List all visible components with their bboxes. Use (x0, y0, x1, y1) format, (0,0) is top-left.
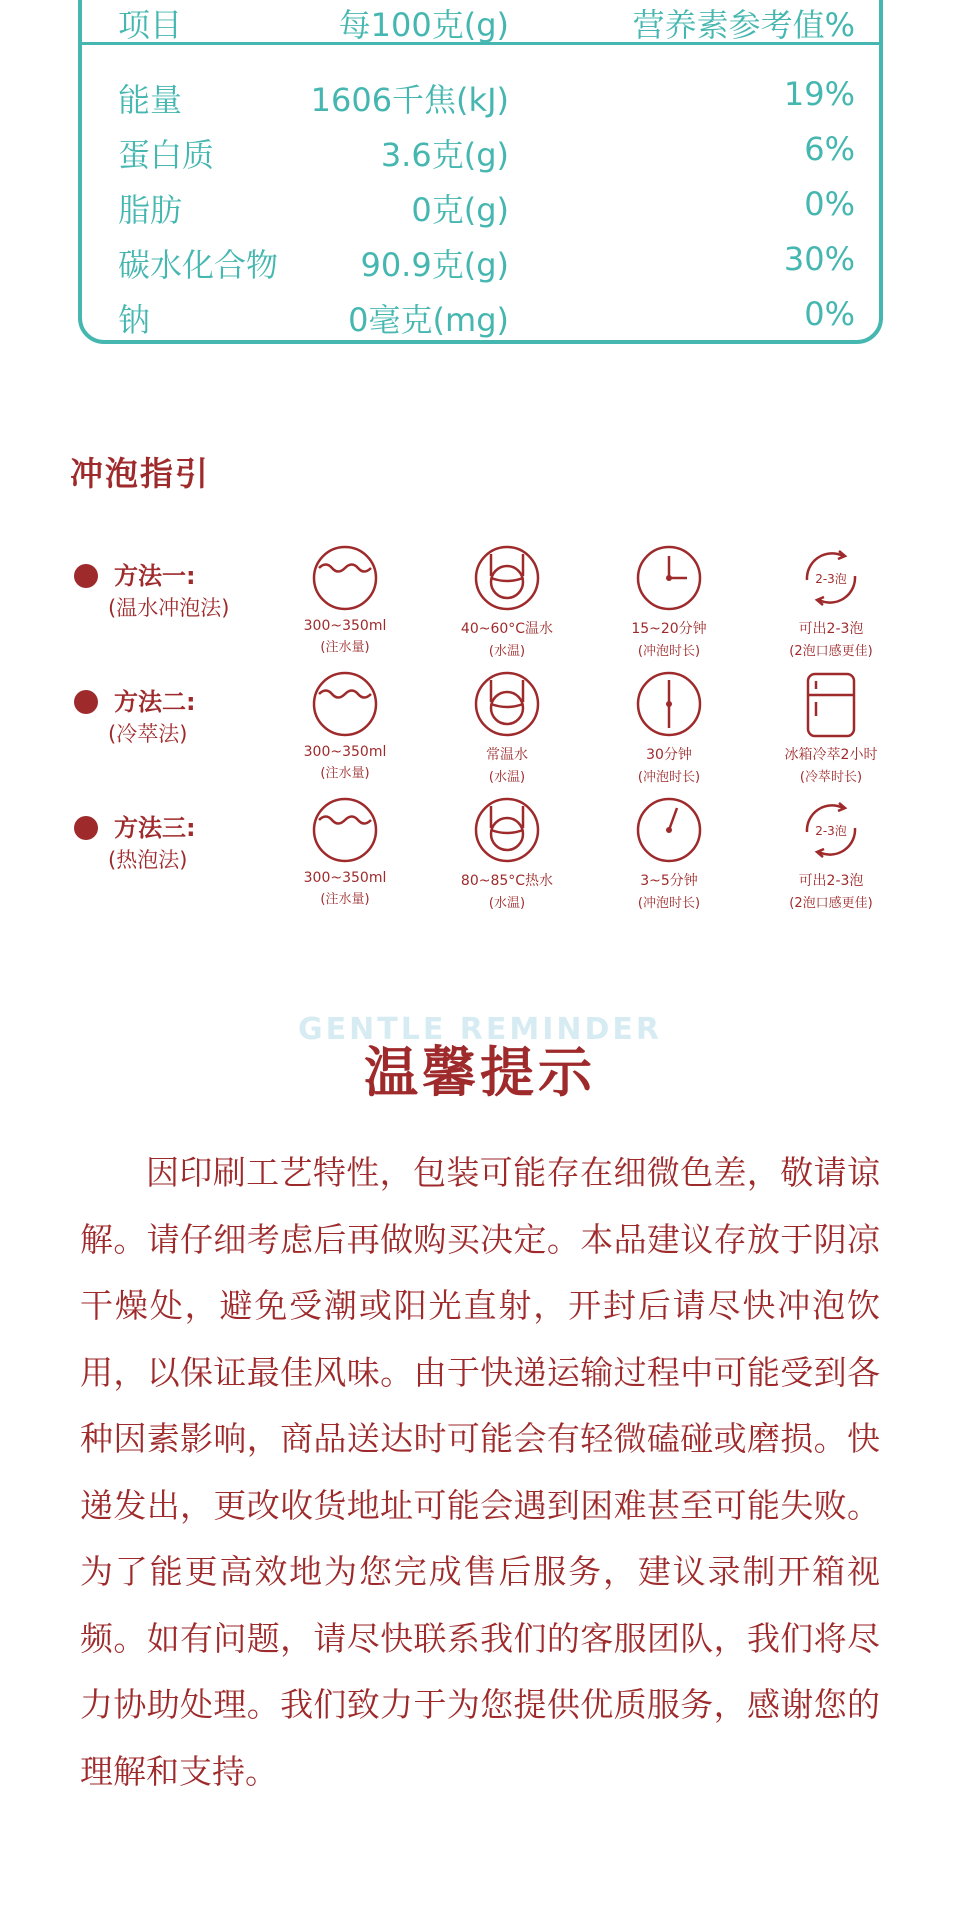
reminder-subtitle-en: GENTLE REMINDER (298, 1012, 662, 1047)
item-caption: (冲泡时长) (637, 896, 701, 911)
bullet-dot (74, 816, 98, 840)
water-temp-item (432, 794, 582, 911)
nutrient-nrv: 6% (804, 130, 855, 168)
item-value: 可出2-3泡 (798, 873, 864, 889)
nutrition-row-carbs (82, 232, 879, 286)
header-nrv: 营养素参考值% (632, 6, 855, 44)
nutrition-row-sodium (82, 287, 879, 341)
method-subtitle: (热泡法) (108, 848, 188, 872)
nutrient-nrv: 19% (783, 75, 855, 113)
nutrient-name: 蛋白质 (118, 136, 215, 174)
reminder-body: 因印刷工艺特性，包装可能存在细微色差，敬请谅解。请仔细考虑后再做购买决定。本品建议存放于阴凉干燥处，避免受潮或阳光直射，开封后请尽快冲泡饮用，以保证最佳风味。由于快递运输过程中可能受到各种因素影响，商品送达时可能会有轻微磕碰或磨损。快递发出，更改收货地址可能会遇到困难甚至可能失败。为了能更高效地为您完成售后服务，建议录制开箱视频。如有问题，请尽快联系我们的客服团队，我们将尽力协助处理。我们致力于为您提供优质服务，感谢您的理解和支持。 (80, 1153, 880, 1791)
nutrient-name: 脂肪 (118, 191, 183, 229)
item-caption: (2泡口感更佳) (789, 644, 873, 659)
infusions-item (756, 542, 906, 659)
nutrient-name: 钠 (118, 301, 151, 339)
brew-method-3 (70, 800, 940, 910)
item-caption: (水温) (488, 770, 526, 785)
item-caption: (注水量) (320, 892, 370, 907)
nutrient-amount: 3.6克(g) (380, 136, 509, 174)
nutrient-amount: 1606千焦(kJ) (310, 81, 509, 119)
clock-icon (633, 542, 705, 614)
item-value: 可出2-3泡 (798, 621, 864, 637)
water-temp-item (432, 542, 582, 659)
item-caption: (水温) (488, 896, 526, 911)
nutrition-row-fat (82, 177, 879, 231)
method-subtitle: (冷萃法) (108, 722, 188, 746)
thermometer-cup-icon (471, 794, 543, 866)
water-temp-item (432, 668, 582, 785)
clock-icon (633, 668, 705, 740)
water-cup-icon (309, 668, 381, 740)
item-value: 冰箱冷萃2小时 (784, 747, 878, 763)
method-subtitle: (温水冲泡法) (108, 596, 230, 620)
nutrition-table (78, 0, 883, 344)
nutrition-row-protein (82, 122, 879, 176)
cold-brew-item (756, 668, 906, 785)
header-per-100g: 每100克(g) (338, 6, 509, 44)
water-cup-icon (309, 542, 381, 614)
item-value: 40~60°C温水 (460, 621, 554, 637)
nutrition-header (82, 0, 879, 45)
nutrient-nrv: 0% (804, 295, 855, 333)
repeat-icon (795, 542, 867, 614)
method-name: 方法二: (114, 688, 196, 716)
item-value: 80~85°C热水 (460, 873, 554, 889)
item-caption: (水温) (488, 644, 526, 659)
item-value: 300~350ml (303, 618, 387, 634)
thermometer-cup-icon (471, 668, 543, 740)
repeat-badge: 2-3泡 (815, 824, 847, 838)
fridge-icon (795, 668, 867, 740)
water-amount-item (270, 542, 420, 655)
item-caption: (冲泡时长) (637, 644, 701, 659)
bullet-dot (74, 690, 98, 714)
repeat-icon (795, 794, 867, 866)
reminder-title: 温馨提示 (364, 1041, 596, 1104)
thermometer-cup-icon (471, 542, 543, 614)
nutrient-amount: 0毫克(mg) (348, 301, 509, 339)
nutrient-name: 能量 (118, 81, 183, 119)
header-item: 项目 (118, 6, 183, 44)
item-value: 常温水 (486, 747, 528, 763)
repeat-badge: 2-3泡 (815, 572, 847, 586)
water-amount-item (270, 668, 420, 781)
bullet-dot (74, 564, 98, 588)
item-value: 30分钟 (646, 747, 692, 763)
nutrient-nrv: 0% (804, 185, 855, 223)
brew-method-1 (70, 548, 940, 658)
water-amount-item (270, 794, 420, 907)
infusions-item (756, 794, 906, 911)
method-name: 方法三: (114, 814, 196, 842)
item-caption: (冷萃时长) (799, 770, 863, 785)
clock-icon (633, 794, 705, 866)
item-value: 300~350ml (303, 870, 387, 886)
brewing-guide-title: 冲泡指引 (70, 454, 210, 493)
item-caption: (冲泡时长) (637, 770, 701, 785)
brew-time-item (594, 542, 744, 659)
item-caption: (注水量) (320, 640, 370, 655)
brew-method-2 (70, 674, 940, 784)
item-caption: (注水量) (320, 766, 370, 781)
nutrient-amount: 0克(g) (411, 191, 509, 229)
brew-time-item (594, 794, 744, 911)
brew-time-item (594, 668, 744, 785)
nutrient-name: 碳水化合物 (118, 246, 279, 284)
nutrient-amount: 90.9克(g) (360, 246, 509, 284)
item-value: 300~350ml (303, 744, 387, 760)
item-caption: (2泡口感更佳) (789, 896, 873, 911)
water-cup-icon (309, 794, 381, 866)
nutrition-row-energy (82, 67, 879, 121)
nutrient-nrv: 30% (783, 240, 855, 278)
item-value: 15~20分钟 (631, 621, 707, 637)
item-value: 3~5分钟 (640, 873, 698, 889)
method-name: 方法一: (114, 562, 196, 590)
